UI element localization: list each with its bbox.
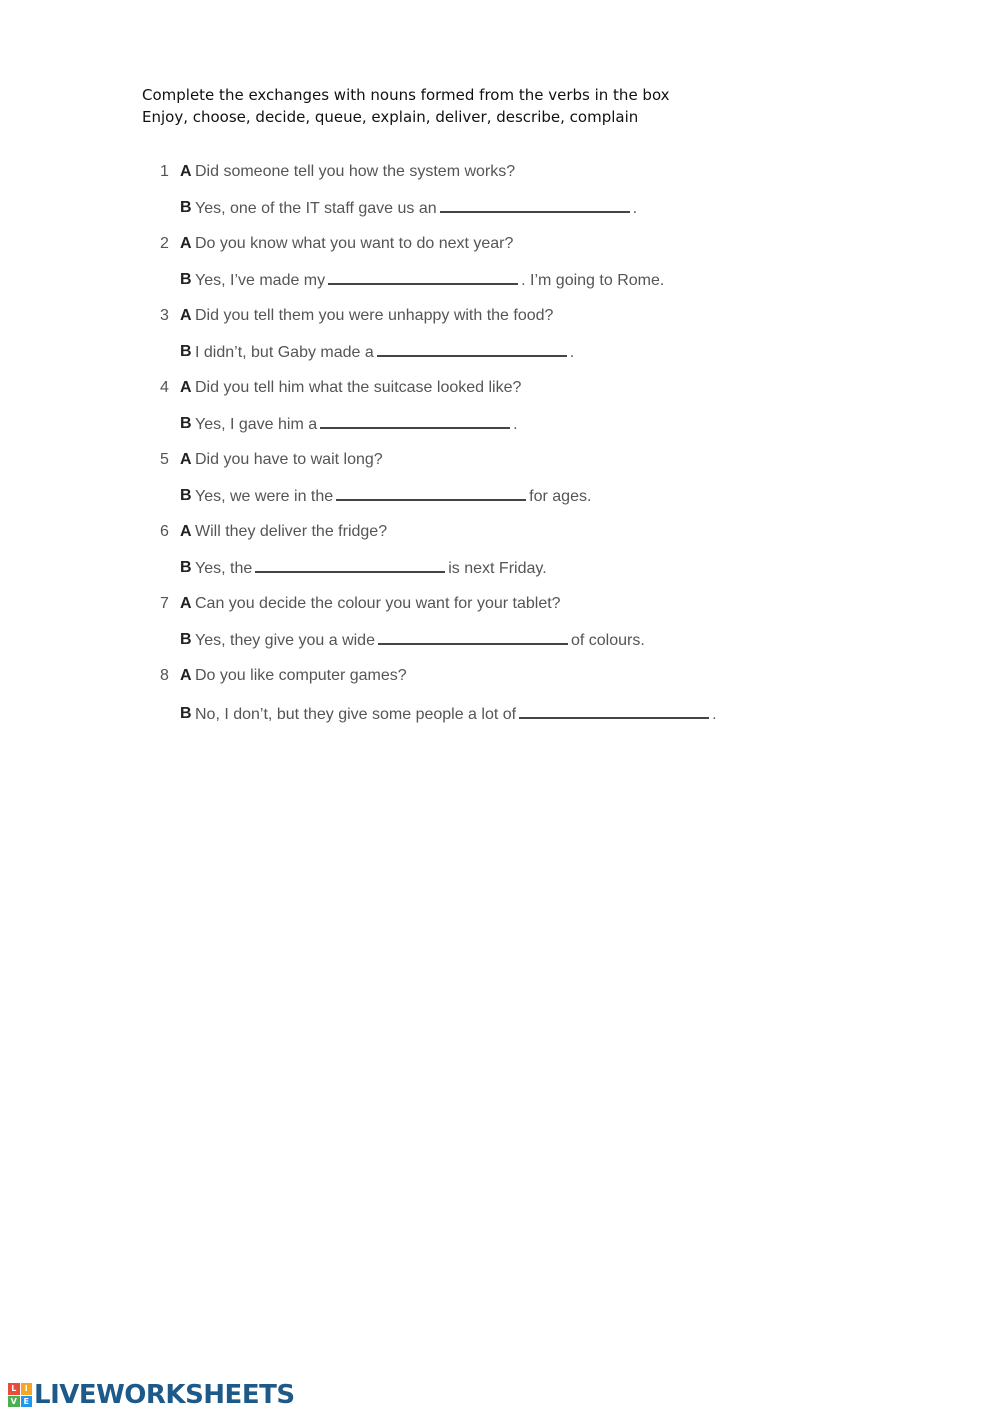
question-text: Do you know what you want to do next year? <box>195 235 514 252</box>
logo-letter: L <box>8 1383 20 1395</box>
speaker-b-label: B <box>180 271 192 288</box>
speaker-b-label: B <box>180 631 192 648</box>
question-text: Did you tell him what the suitcase looked like? <box>195 379 522 396</box>
speaker-b-label: B <box>180 487 192 504</box>
speaker-a-label: A <box>180 379 192 396</box>
question-text: Did you tell them you were unhappy with the food? <box>195 307 554 324</box>
answer-text-after: . I’m going to Rome. <box>521 272 665 289</box>
question-text: Did you have to wait long? <box>195 451 383 468</box>
answer-blank-8[interactable] <box>519 703 709 719</box>
exchange-number: 5 <box>160 451 169 468</box>
speaker-a-label: A <box>180 595 192 612</box>
answer-blank-6[interactable] <box>255 557 445 573</box>
answer-text-before: Yes, the <box>195 560 253 577</box>
answer-blank-2[interactable] <box>328 269 518 285</box>
question-text: Can you decide the colour you want for your tablet? <box>195 595 561 612</box>
speaker-a-label: A <box>180 451 192 468</box>
answer-blank-5[interactable] <box>336 485 526 501</box>
instructions <box>142 84 670 128</box>
exchange-number: 6 <box>160 523 169 540</box>
speaker-a-label: A <box>180 163 192 180</box>
exchange-number: 4 <box>160 379 169 396</box>
logo-letter: I <box>21 1383 33 1395</box>
speaker-b-label: B <box>180 199 192 216</box>
speaker-a-label: A <box>180 523 192 540</box>
speaker-b-label: B <box>180 705 192 722</box>
speaker-b-label: B <box>180 415 192 432</box>
speaker-b-label: B <box>180 343 192 360</box>
footer-branding <box>8 1380 295 1410</box>
answer-blank-4[interactable] <box>320 413 510 429</box>
answer-text-after: . <box>712 706 717 723</box>
brand-name: LIVEWORKSHEETS <box>34 1380 295 1410</box>
answer-blank-3[interactable] <box>377 341 567 357</box>
answer-blank-1[interactable] <box>440 197 630 213</box>
speaker-a-label: A <box>180 235 192 252</box>
answer-text-after: . <box>569 344 575 361</box>
exchange-number: 1 <box>160 163 169 180</box>
answer-text-before: No, I don’t, but they give some people a lot of <box>195 706 517 723</box>
exchange-number: 2 <box>160 235 169 252</box>
answer-text-before: Yes, they give you a wide <box>195 632 375 649</box>
speaker-b-label: B <box>180 559 192 576</box>
logo-letter: V <box>8 1396 20 1408</box>
exchange-number: 8 <box>160 667 169 684</box>
answer-text-after: is next Friday. <box>448 560 547 577</box>
exchange-number: 3 <box>160 307 169 324</box>
answer-text-after: . <box>632 200 638 217</box>
word-box-list: Enjoy, choose, decide, queue, explain, deliver, describe, complain <box>142 108 639 126</box>
question-text: Will they deliver the fridge? <box>195 523 388 540</box>
speaker-a-label: A <box>180 307 192 324</box>
question-text: Did someone tell you how the system works? <box>195 163 516 180</box>
answer-text-before: Yes, we were in the <box>195 488 334 505</box>
logo-letter: E <box>21 1396 33 1408</box>
liveworksheets-logo-icon <box>8 1383 32 1407</box>
exchange-number: 7 <box>160 595 169 612</box>
question-text: Do you like computer games? <box>195 667 407 684</box>
answer-text-before: I didn’t, but Gaby made a <box>195 344 374 361</box>
answer-text-before: Yes, I’ve made my <box>195 272 326 289</box>
instruction-text: Complete the exchanges with nouns formed from the verbs in the box <box>142 86 670 104</box>
answer-blank-7[interactable] <box>378 629 568 645</box>
answer-text-after: of colours. <box>570 632 645 649</box>
answer-text-after: for ages. <box>529 488 592 505</box>
answer-text-before: Yes, I gave him a <box>195 416 318 433</box>
answer-text-before: Yes, one of the IT staff gave us an <box>195 200 437 217</box>
answer-text-after: . <box>513 416 518 433</box>
speaker-a-label: A <box>180 667 192 684</box>
